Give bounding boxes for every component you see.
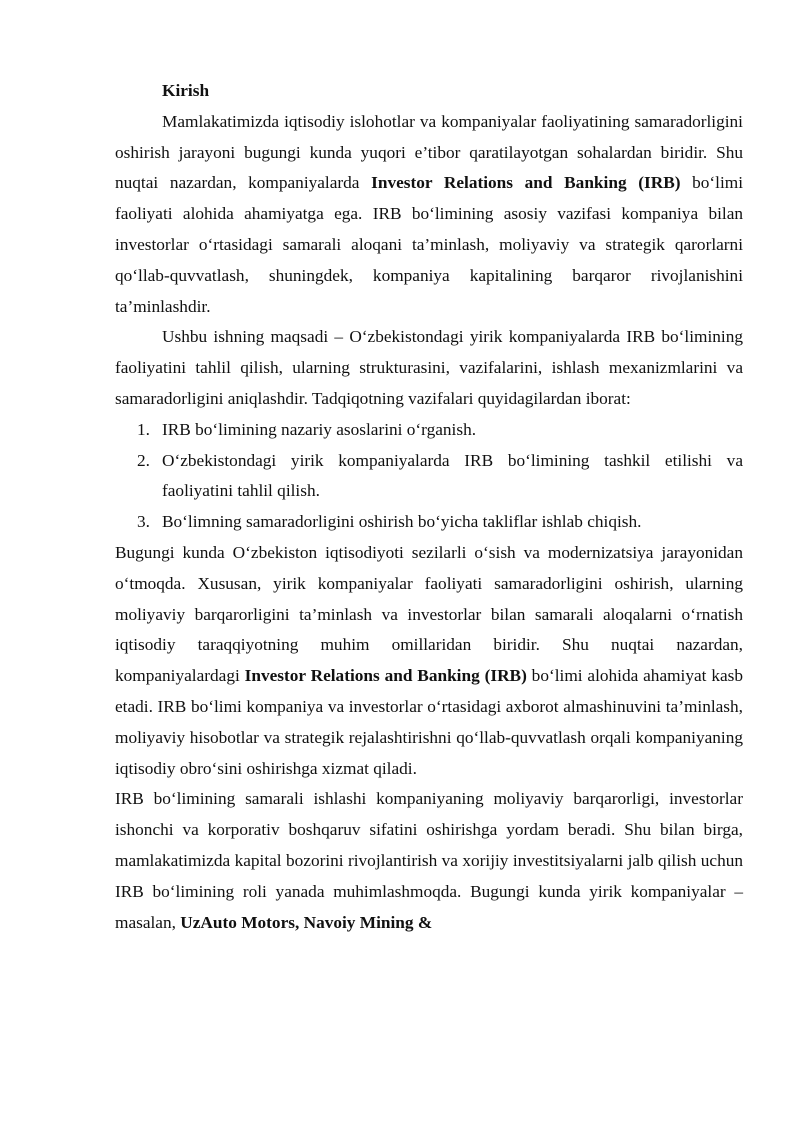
paragraph-irb-role: [115, 784, 743, 938]
list-item-number: 3.: [137, 512, 150, 532]
paragraph-irb-role-text-a: IRB bo‘limining samarali ishlashi kompaniyaning moliyaviy barqarorligi, investorlar ishonchi va korporativ boshqaruv sifatini oshirishga yordam beradi. Shu bilan birga, mamlakatimizda kapital bozorini rivojlantirish va xorijiy investitsiyalarni jalb qilish uchun IRB bo‘limining roli yanada muhimlashmoqda. Bugungi kunda yirik kompaniyalar – masalan,: [115, 789, 743, 932]
paragraph-economy-text-a: Bugungi kunda O‘zbekiston iqtisodiyoti sezilarli o‘sish va modernizatsiya jarayonidan o‘tmoqda. Xususan, yirik kompaniyalar faoliyati samaradorligini oshirish, ularning moliyaviy barqarorligini ta’minlash va investorlar bilan samarali aloqalarni o‘rnatish iqtisodiy taraqqiyotning muhim omillaridan biridir. Shu nuqtai nazardan, kompaniyalardagi: [115, 542, 743, 686]
paragraph-goal: Ushbu ishning maqsadi – O‘zbekistondagi yirik kompaniyalarda IRB bo‘limining faoliyatini tahlil qilish, ularning strukturasini, vazifalarini, ishlash mexanizmlarini va samaradorligini aniqlashdir. Tadqiqotning vazifalari quyidagilardan iborat:: [115, 327, 743, 408]
list-item-text: IRB bo‘limining nazariy asoslarini o‘rganish.: [162, 419, 477, 439]
list-item-number: 2.: [137, 450, 150, 470]
paragraph-intro-text-c: bo‘limi faoliyati alohida ahamiyatga ega. IRB bo‘limining asosiy vazifasi kompaniya bilan investorlar o‘rtasidagi samarali aloqani ta’minlash, moliyaviy va strategik qarorlarni qo‘llab-quvvatlash, shuningdek, kompaniya kapitalining barqaror rivojlanishini ta’minlashdir.: [115, 173, 744, 316]
paragraph-intro-text-a: Mamlakatimizda iqtisodiy islohotlar va kompaniyalar faoliyatining samaradorligini oshirish jarayoni bugungi kunda yuqori e’tibor qaratilayotgan sohalardan biridir. Shu nuqtai nazardan, kompaniyalarda: [115, 111, 743, 193]
list-item-number: 1.: [137, 419, 150, 439]
list-item-text: O‘zbekistondagi yirik kompaniyalarda IRB bo‘limining tashkil etilishi va faoliyatini tahlil qilish.: [162, 450, 743, 501]
list-item: [115, 446, 743, 508]
document-page: [115, 76, 743, 938]
paragraph-economy-bold: Investor Relations and Banking (IRB): [244, 666, 527, 686]
section-heading: Kirish: [162, 81, 210, 100]
paragraph-economy-text-c: bo‘limi alohida ahamiyat kasb etadi. IRB bo‘limi kompaniya va investorlar o‘rtasidagi axborot almashinuvini ta’minlash, moliyaviy hisobotlar va strategik rejalashtirishni qo‘llab-quvvatlash orqali kompaniyaning iqtisodiy obro‘sini oshirishga xizmat qiladi.: [115, 666, 743, 778]
list-item: [115, 415, 743, 446]
list-item: [115, 507, 743, 538]
paragraph-economy: [115, 538, 743, 784]
paragraph-irb-role-bold: UzAuto Motors, Navoiy Mining &: [180, 912, 433, 932]
paragraph-intro-bold: Investor Relations and Banking (IRB): [371, 173, 681, 193]
paragraph-intro: [115, 107, 743, 323]
task-list: [115, 415, 743, 538]
list-item-text: Bo‘limning samaradorligini oshirish bo‘yicha takliflar ishlab chiqish.: [162, 512, 642, 532]
